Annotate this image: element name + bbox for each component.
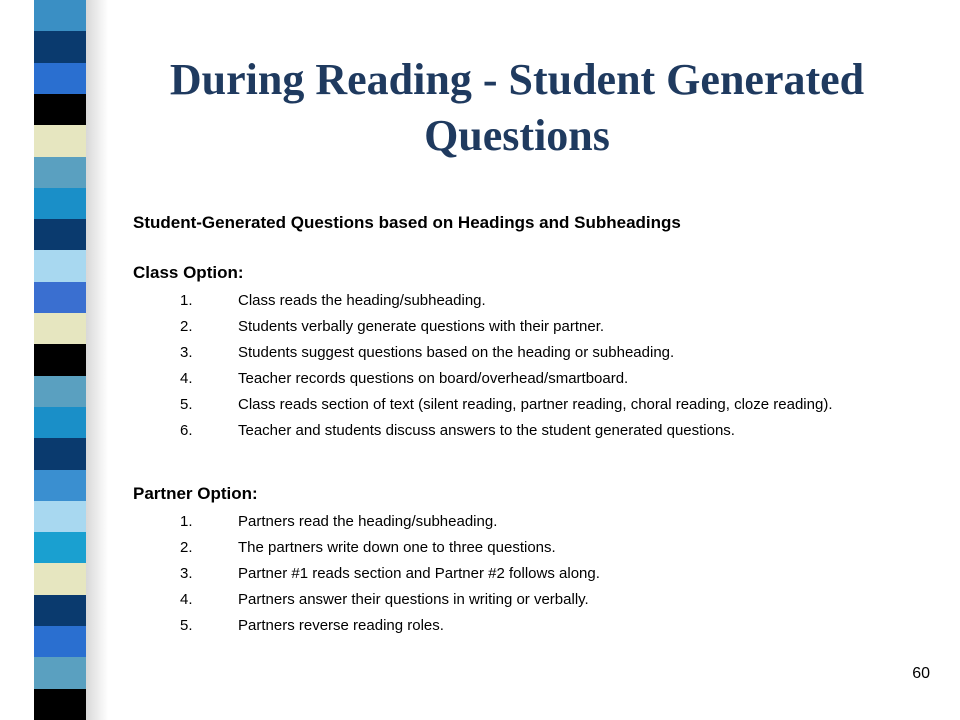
list-item [133, 539, 913, 556]
stripe-block [34, 470, 86, 502]
class-option-heading: Class Option: [133, 263, 244, 282]
title-line-1: During Reading - Student Generated [169, 55, 865, 104]
step-number: 2. [180, 539, 193, 556]
list-item [133, 513, 913, 530]
list-item [133, 565, 913, 582]
stripe-block [34, 188, 86, 220]
step-text: Teacher and students discuss answers to the student generated questions. [238, 422, 735, 439]
step-number: 2. [180, 318, 193, 335]
list-item [133, 370, 913, 387]
stripe-block [34, 689, 86, 720]
partner-option-steps [133, 513, 913, 643]
stripe-block [34, 563, 86, 595]
class-option-steps [133, 292, 913, 448]
step-text: Students suggest questions based on the heading or subheading. [238, 344, 675, 361]
list-item [133, 318, 913, 335]
title-line-2: Questions [424, 111, 610, 160]
list-item [133, 344, 913, 361]
stripe-block [34, 657, 86, 689]
stripe-block [34, 407, 86, 439]
list-item [133, 617, 913, 634]
page-number: 60 [912, 665, 930, 682]
step-text: The partners write down one to three questions. [238, 539, 556, 556]
step-number: 5. [180, 396, 193, 413]
step-text: Partners answer their questions in writing or verbally. [238, 591, 589, 608]
stripe-block [34, 376, 86, 408]
stripe-block [34, 595, 86, 627]
step-text: Partners read the heading/subheading. [238, 513, 498, 530]
step-number: 5. [180, 617, 193, 634]
stripe-block [34, 282, 86, 314]
slide-title [0, 52, 960, 164]
step-number: 4. [180, 370, 193, 387]
slide-subtitle: Student-Generated Questions based on Headings and Subheadings [133, 213, 681, 232]
step-number: 3. [180, 565, 193, 582]
step-text: Partners reverse reading roles. [238, 617, 444, 634]
step-text: Teacher records questions on board/overhead/smartboard. [238, 370, 629, 387]
step-number: 1. [180, 292, 193, 309]
list-item [133, 422, 913, 439]
step-number: 3. [180, 344, 193, 361]
step-text: Students verbally generate questions with their partner. [238, 318, 605, 335]
stripe-block [34, 250, 86, 282]
step-number: 4. [180, 591, 193, 608]
list-item [133, 292, 913, 309]
stripe-block [34, 313, 86, 345]
step-number: 6. [180, 422, 193, 439]
stripe-block [34, 626, 86, 658]
list-item [133, 591, 913, 608]
stripe-block [34, 344, 86, 376]
stripe-block [34, 0, 86, 32]
stripe-block [34, 501, 86, 533]
stripe-block [34, 438, 86, 470]
stripe-block [34, 532, 86, 564]
step-text: Partner #1 reads section and Partner #2 follows along. [238, 565, 600, 582]
partner-option-heading: Partner Option: [133, 484, 258, 503]
step-text: Class reads the heading/subheading. [238, 292, 486, 309]
step-number: 1. [180, 513, 193, 530]
stripe-block [34, 219, 86, 251]
step-text: Class reads section of text (silent reading, partner reading, choral reading, cloze reading). [238, 396, 833, 413]
list-item [133, 396, 913, 413]
